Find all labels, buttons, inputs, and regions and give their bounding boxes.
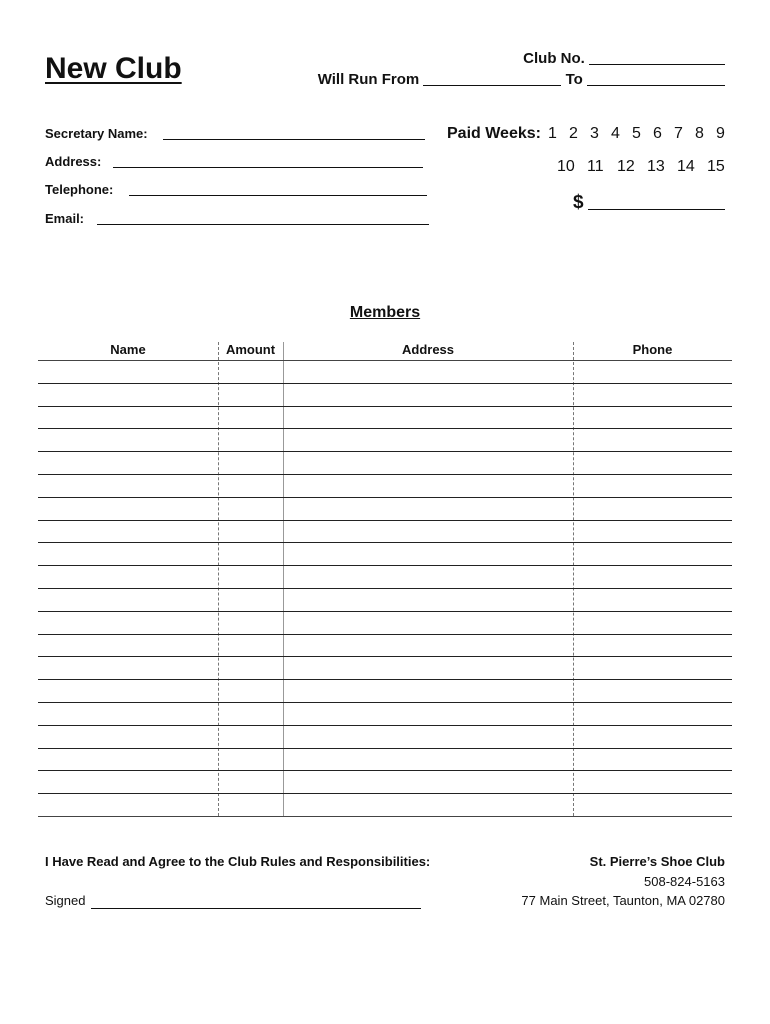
table-row[interactable] [38,770,732,771]
paid-week-3[interactable]: 3 [590,125,599,142]
paid-week-7[interactable]: 7 [674,125,683,142]
club-number-field [523,50,725,67]
agreement-statement: I Have Read and Agree to the Club Rules and Responsibilities: [45,854,431,869]
run-to-blank[interactable] [587,71,725,86]
paid-week-11[interactable]: 11 [587,158,604,175]
amount-line[interactable] [588,209,725,210]
table-row[interactable] [38,656,732,657]
table-row[interactable] [38,725,732,726]
run-from-blank[interactable] [423,71,561,86]
paid-weeks-row-1 [0,125,770,145]
paid-week-5[interactable]: 5 [632,125,641,142]
paid-week-13[interactable]: 13 [647,158,665,175]
paid-week-10[interactable]: 10 [557,158,575,175]
table-row[interactable] [38,588,732,589]
will-run-from-label: Will Run From [317,71,420,88]
column-header-amount: Amount [225,342,276,357]
members-title: Members [349,304,421,321]
secretary-name-label: Secretary Name: [45,126,148,141]
address-label: Address: [45,154,102,169]
table-row[interactable] [38,451,732,452]
table-row[interactable] [38,520,732,521]
amount-dollar-sign: $ [573,192,584,213]
paid-week-12[interactable]: 12 [617,158,635,175]
telephone-label: Telephone: [45,182,114,197]
table-row[interactable] [38,565,732,566]
table-row[interactable] [38,406,732,407]
telephone-line[interactable] [129,195,427,196]
run-dates-field [318,71,725,88]
table-row[interactable] [38,611,732,612]
table-row[interactable] [38,474,732,475]
signature-line[interactable] [91,908,421,909]
column-header-phone: Phone [632,342,673,357]
paid-week-2[interactable]: 2 [569,125,578,142]
table-row[interactable] [38,679,732,680]
column-divider [283,342,284,816]
signed-label: Signed [45,893,86,908]
email-label: Email: [45,211,85,226]
shop-address: 77 Main Street, Taunton, MA 02780 [521,893,725,908]
column-divider [218,342,219,816]
paid-week-9[interactable]: 9 [716,125,725,142]
email-line[interactable] [97,224,429,225]
table-row[interactable] [38,497,732,498]
table-row[interactable] [38,542,732,543]
column-divider [573,342,574,816]
paid-week-4[interactable]: 4 [611,125,620,142]
table-row[interactable] [38,748,732,749]
shop-name: St. Pierre’s Shoe Club [589,854,725,869]
page-title: New Club [45,52,182,85]
email-field [45,211,431,227]
telephone-field [45,182,429,198]
paid-week-14[interactable]: 14 [677,158,695,175]
club-number-label: Club No. [523,50,585,67]
club-number-blank[interactable] [589,50,725,65]
table-row[interactable] [38,702,732,703]
members-table [38,340,732,818]
shop-phone: 508-824-5163 [644,874,725,889]
table-row[interactable] [38,634,732,635]
table-row[interactable] [38,428,732,429]
table-row[interactable] [38,793,732,794]
table-row[interactable] [38,383,732,384]
paid-week-15[interactable]: 15 [707,158,725,175]
column-header-name: Name [110,342,146,357]
column-header-address: Address [401,342,455,357]
paid-week-6[interactable]: 6 [653,125,662,142]
run-to-label: To [565,71,583,88]
paid-weeks-label: Paid Weeks: [447,125,541,142]
paid-week-8[interactable]: 8 [695,125,704,142]
table-header-rule [38,360,732,361]
paid-weeks-row-2 [0,158,770,178]
paid-week-1[interactable]: 1 [548,125,557,142]
table-row[interactable] [38,816,732,817]
